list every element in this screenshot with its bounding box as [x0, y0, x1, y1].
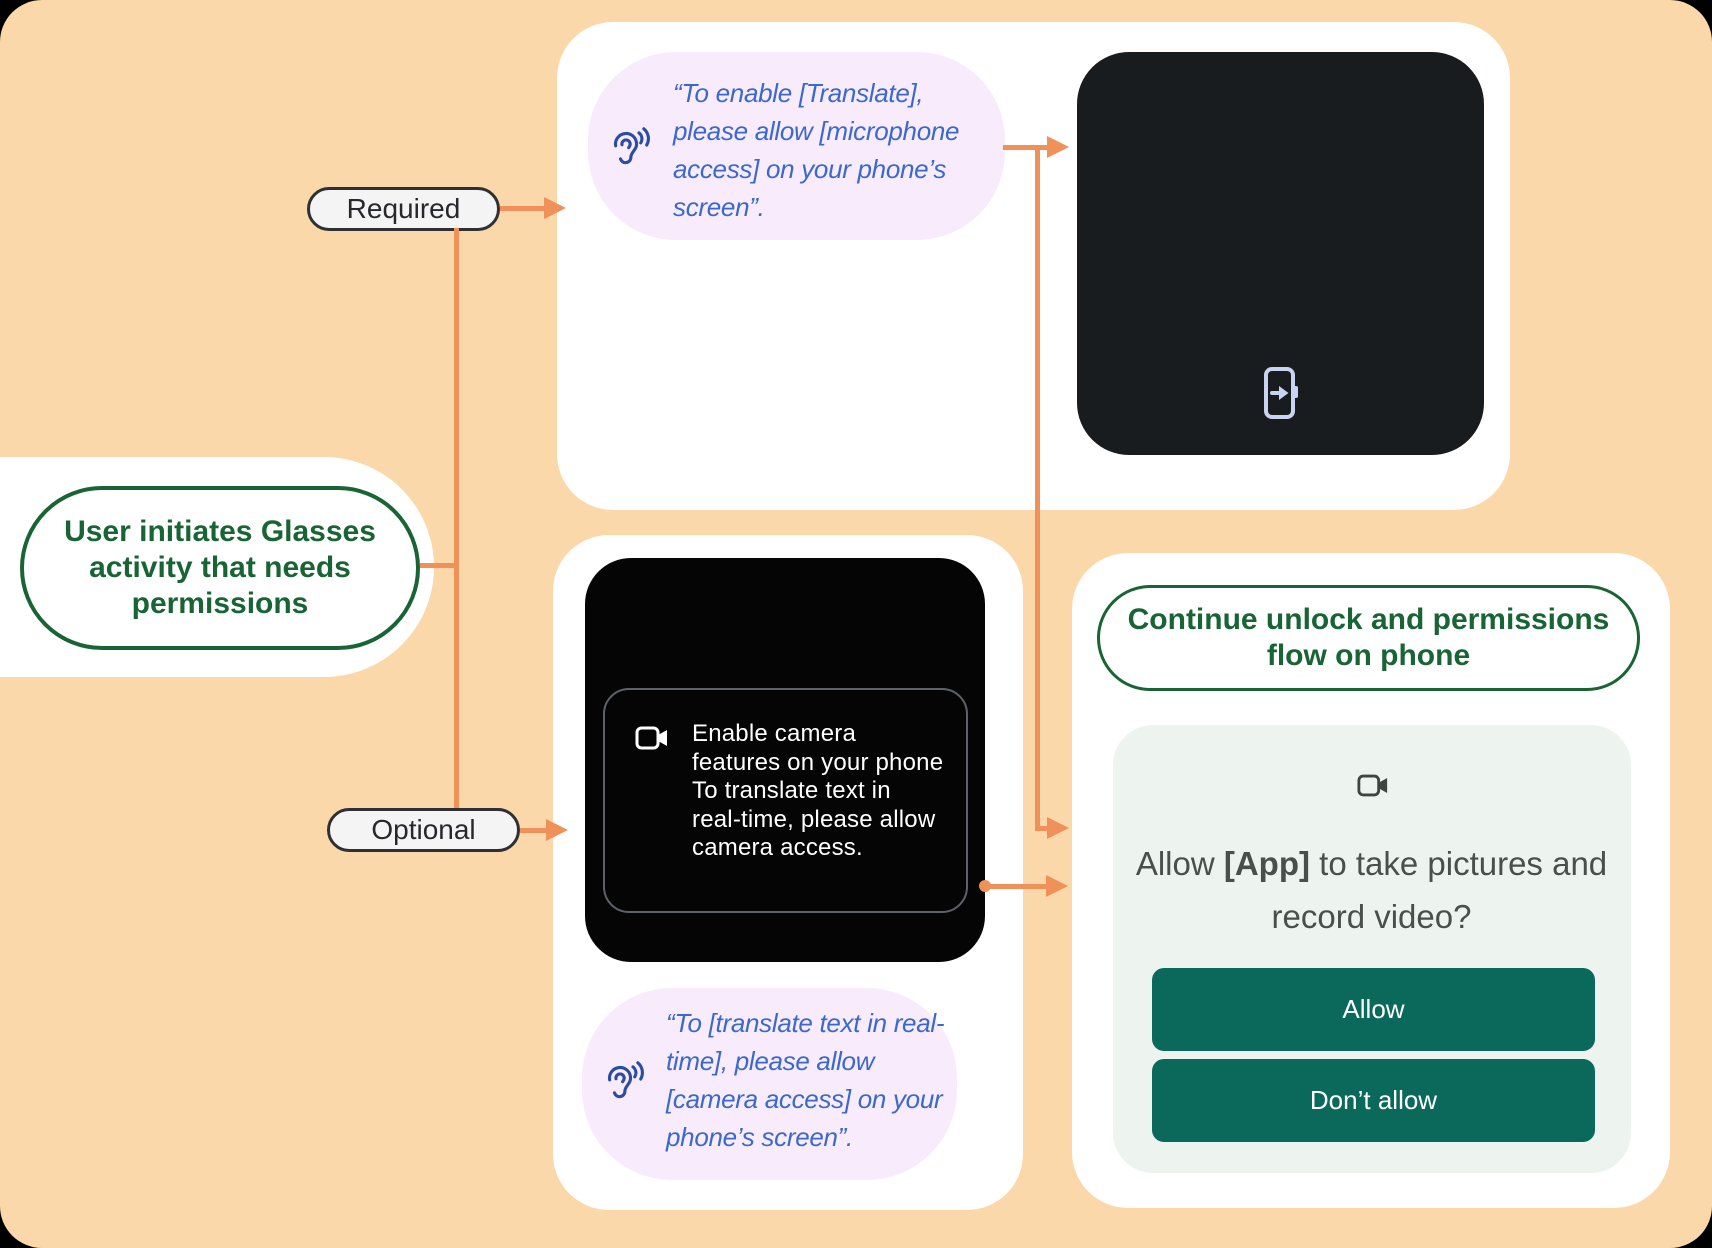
continue-flow-node: [1097, 585, 1640, 691]
glasses-message-title: Enable camera features on your phone: [692, 720, 944, 776]
arrowhead: [544, 197, 566, 219]
phone-handoff-icon: [1263, 366, 1299, 422]
phone-flow-card: [1072, 553, 1670, 1208]
video-camera-icon: [1357, 772, 1389, 799]
optional-flow-card: [553, 535, 1023, 1210]
dialog-title-suffix: to take pictures and record video?: [1271, 845, 1608, 935]
required-label: Required: [346, 193, 461, 224]
phone-permission-dialog: [1113, 725, 1631, 1173]
glasses-message-body: To translate text in real-time, please allow camera access.: [692, 777, 936, 861]
optional-label: Optional: [371, 814, 476, 845]
dialog-title-prefix: Allow: [1135, 845, 1224, 882]
arrowhead: [1046, 875, 1068, 897]
arrowhead: [546, 819, 568, 841]
optional-label-pill: [327, 808, 520, 852]
arrow-optional-to-card: [520, 828, 548, 833]
arrowhead: [1047, 817, 1069, 839]
continue-flow-label: Continue unlock and permissions flow on phone: [1127, 603, 1610, 672]
branch-vertical-line: [454, 228, 459, 808]
start-node: [20, 486, 420, 650]
required-voice-bubble: [588, 52, 1005, 240]
arrow-bubble-to-phone: [1003, 145, 1047, 150]
start-node-card: [0, 457, 434, 677]
allow-button[interactable]: Allow: [1152, 968, 1595, 1051]
glasses-permission-panel: [603, 688, 968, 913]
optional-voice-bubble: [582, 988, 957, 1180]
phone-screen-blank: [1077, 52, 1484, 455]
dialog-title-app: [App]: [1223, 845, 1310, 882]
arrow-down-to-phone-flow: [1035, 145, 1040, 831]
glasses-message: [692, 720, 944, 863]
optional-voice-text: “To [translate text in real-time], please allow [camera access] on your phone’s screen”.: [666, 1008, 945, 1152]
arrowhead: [1047, 136, 1069, 158]
arrow-glasses-to-phone-flow: [985, 884, 1047, 889]
hearing-icon: [605, 123, 656, 174]
required-flow-card: [557, 22, 1510, 510]
required-label-pill: [307, 187, 500, 231]
permission-dialog-title: [1119, 837, 1624, 943]
video-camera-icon: [635, 724, 669, 752]
dont-allow-button[interactable]: Don’t allow: [1152, 1059, 1595, 1142]
start-node-connector: [420, 563, 458, 568]
start-node-label: User initiates Glasses activity that needs permissions: [64, 515, 376, 620]
hearing-icon: [599, 1057, 650, 1108]
arrow-required-to-card: [500, 206, 546, 211]
glasses-screen: [585, 558, 985, 962]
required-voice-text: “To enable [Translate], please allow [microphone access] on your phone’s screen”.: [673, 78, 960, 222]
